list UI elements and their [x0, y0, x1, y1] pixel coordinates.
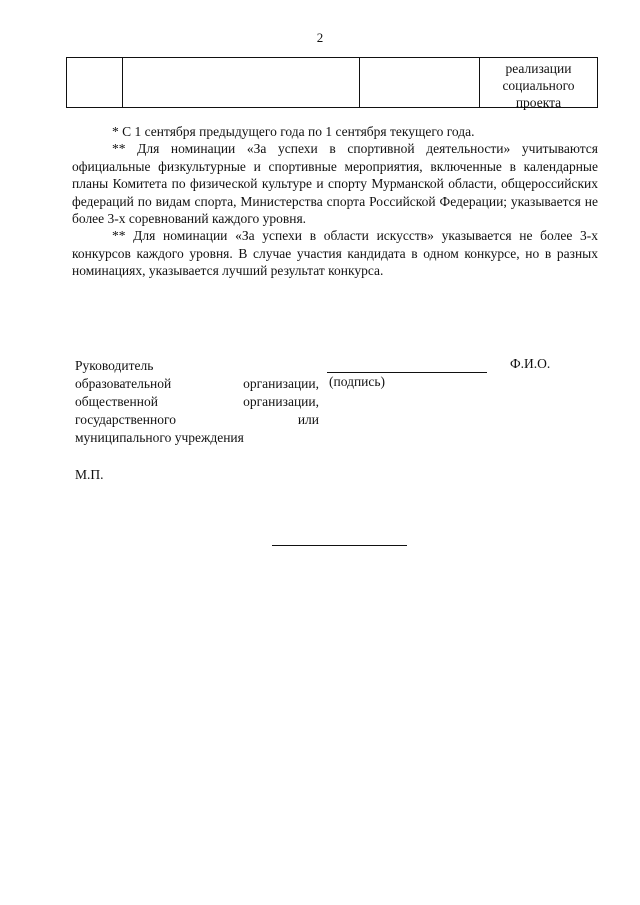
cell-text-line: реализации [505, 61, 572, 76]
signatory-word: организации, [243, 376, 319, 391]
stamp-placeholder: М.П. [75, 467, 104, 482]
signatory-word: общественной [75, 394, 158, 409]
table-fragment [66, 57, 598, 108]
end-divider [272, 545, 407, 546]
signatory-line: муниципального учреждения [75, 430, 244, 445]
table-divider [122, 58, 123, 107]
table-divider [359, 58, 360, 107]
footnote-arts: ** Для номинации «За успехи в области искусств» указывается не более 3-х конкурсов каждого уровня. В случае участия кандидата в одном конкурсе, но в разных номинациях, указывается лучший результат конкурса. [72, 228, 598, 279]
signatory-word: государственного [75, 412, 176, 427]
signatory-word: или [297, 412, 319, 427]
signatory-line [75, 411, 319, 429]
signatory-word: образовательной [75, 376, 172, 391]
signature-line [327, 372, 487, 373]
signatory-line: Руководитель [75, 358, 154, 373]
table-cell-last [480, 60, 597, 111]
footnotes [72, 123, 598, 280]
signatory-line [75, 393, 319, 411]
cell-text-line: социального [502, 78, 575, 93]
name-caption: Ф.И.О. [510, 356, 551, 371]
signature-caption: (подпись) [329, 374, 386, 389]
footnote-sport: ** Для номинации «За успехи в спортивной деятельности» учитываются официальные физкультурные и спортивные мероприятия, включенные в календарные планы Комитета по физической культуре и спорту Мурманской области, общероссийских федераций по видам спорта, Министерства спорта Российской Федерации; указывается не более 3-х соревнований каждого уровня. [72, 141, 598, 227]
cell-text-line: проекта [515, 95, 562, 110]
signatory-line [75, 375, 319, 393]
page-number: 2 [316, 30, 324, 45]
signatory-word: организации, [243, 394, 319, 409]
signatory-title [75, 357, 319, 447]
footnote-period: * С 1 сентября предыдущего года по 1 сентября текущего года. [112, 124, 475, 139]
